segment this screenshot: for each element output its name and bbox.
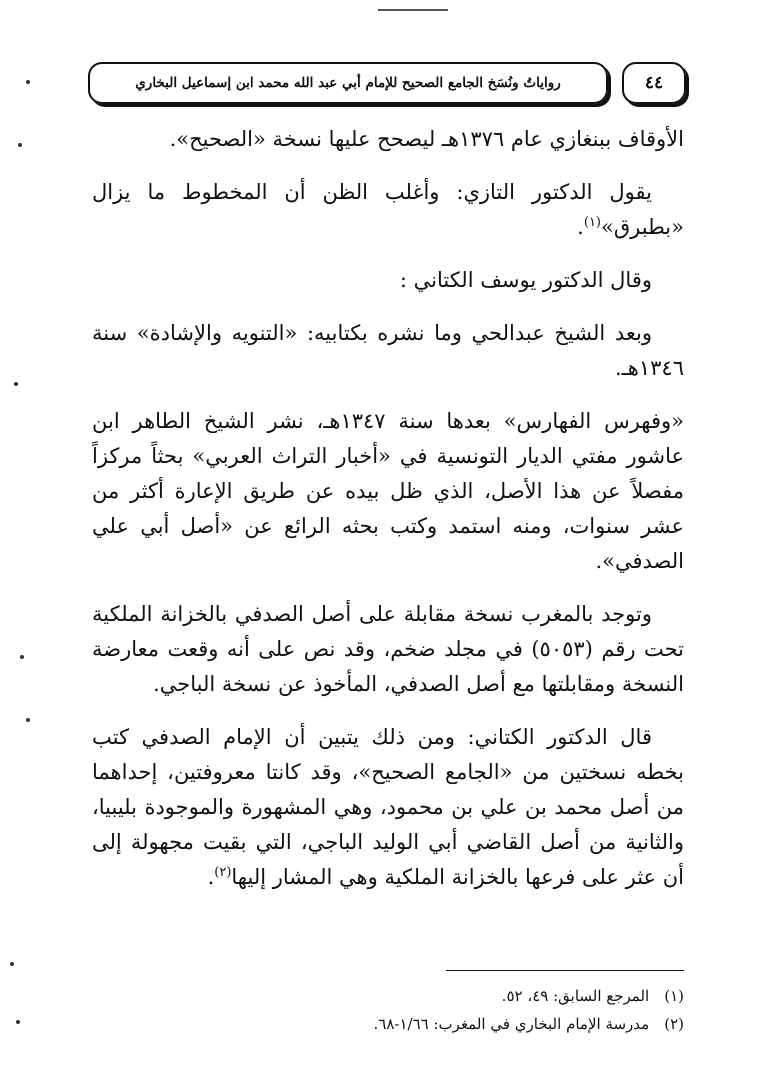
margin-speck xyxy=(20,655,24,659)
margin-speck xyxy=(14,382,18,386)
top-rule xyxy=(378,9,448,11)
footnote-1 xyxy=(200,982,684,1010)
footnote-ref-1: (١) xyxy=(583,215,601,230)
page-header xyxy=(88,62,690,110)
paragraph-1: الأوقاف ببنغازي عام ١٣٧٦هـ ليصحح عليها نسخة «الصحيح». xyxy=(169,127,684,151)
running-title: رواياتُ ونُسَخ الجامع الصحيح للإمام أبي عبد الله محمد ابن إسماعيل البخاري xyxy=(135,75,561,91)
paragraph-7-end: . xyxy=(207,865,215,889)
paragraph-6: وتوجد بالمغرب نسخة مقابلة على أصل الصدفي بالخزانة الملكية تحت رقم (٥٠٥٣) في مجلد ضخم، وقد نص على أنه وقعت معارضة النسخة ومقابلتها مع أصل الصدفي، المأخوذ عن نسخة الباجي. xyxy=(92,602,684,696)
margin-speck xyxy=(18,143,22,147)
paragraph-3: وقال الدكتور يوسف الكتاني : xyxy=(399,268,652,292)
page-number: ٤٤ xyxy=(644,73,664,93)
footnote-1-number: (١) xyxy=(664,987,684,1005)
margin-speck xyxy=(10,962,14,966)
paragraph-2-text: يقول الدكتور التازي: وأغلب الظن أن المخطوط ما يزال «بطبرق» xyxy=(92,180,684,239)
margin-speck xyxy=(26,718,30,722)
paragraph-7-text: قال الدكتور الكتاني: ومن ذلك يتبين أن الإمام الصدفي كتب بخطه نسختين من «الجامع الصحيح»، وقد كانتا معروفتين، إحداهما من أصل محمد بن علي بن محمود، وهي المشهورة والموجودة بليبيا، والثانية من أصل القاضي أبي الوليد الباجي، التي بقيت مجهولة إلى أن عثر على فرعها بالخزانة الملكية وهي المشار إليها xyxy=(92,725,684,889)
paragraph-2 xyxy=(92,175,684,245)
margin-speck xyxy=(26,80,30,84)
footnote-1-text: المرجع السابق: ٤٩، ٥٢. xyxy=(501,987,650,1005)
paragraph-2-end: . xyxy=(577,215,584,239)
body-text xyxy=(92,122,684,913)
paragraph-4: وبعد الشيخ عبدالحي وما نشره بكتابيه: «التنويه والإشادة» سنة ١٣٤٦هـ. xyxy=(92,321,684,380)
paragraph-7 xyxy=(92,720,684,895)
paragraph-5: «وفهرس الفهارس» بعدها سنة ١٣٤٧هـ، نشر الشيخ الطاهر ابن عاشور مفتي الديار التونسية في «أخبار التراث العربي» بحثاً مركزاً مفصلاً عن هذا الأصل، الذي ظل بيده عن طريق الإعارة أكثر من عشر سنوات، ومنه استمد وكتب بحثه الرائع عن «أصل أبي علي الصدفي». xyxy=(92,409,684,573)
footnote-2 xyxy=(200,1010,684,1038)
footnote-ref-2: (٢) xyxy=(214,865,232,880)
footnotes xyxy=(200,982,684,1038)
footnote-2-number: (٢) xyxy=(664,1015,684,1033)
margin-speck xyxy=(16,1020,20,1024)
footnote-2-text: مدرسة الإمام البخاري في المغرب: ١/٦٦-٦٨. xyxy=(373,1015,650,1033)
page-number-box xyxy=(622,62,686,104)
footnote-separator xyxy=(446,970,684,971)
running-title-frame xyxy=(88,62,608,104)
